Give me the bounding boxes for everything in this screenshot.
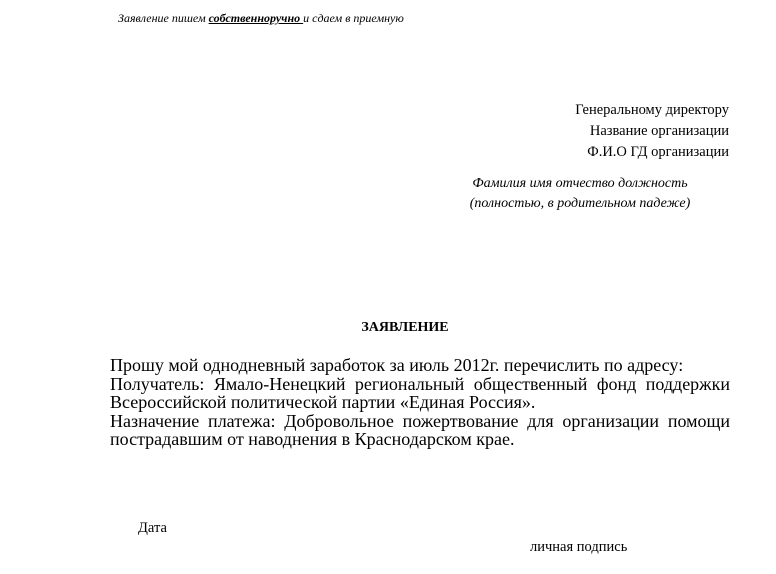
note-emphasis: собственноручно bbox=[208, 11, 304, 25]
addressee-position: Генеральному директору bbox=[575, 102, 729, 118]
sender-name: Фамилия имя отчество должность bbox=[472, 176, 688, 191]
note-prefix: Заявление пишем bbox=[118, 11, 209, 25]
instruction-note bbox=[118, 11, 404, 26]
date-label: Дата bbox=[138, 520, 167, 536]
document-title: ЗАЯВЛЕНИЕ bbox=[361, 320, 449, 335]
addressee-block bbox=[575, 100, 729, 163]
addressee-name: Ф.И.О ГД организации bbox=[587, 144, 729, 160]
body-paragraph-request: Прошу мой однодневный заработок за июль 2012г. перечислить по адресу: bbox=[110, 355, 684, 375]
signature-label: личная подпись bbox=[530, 539, 628, 555]
body-paragraph-recipient: Получатель: Ямало-Ненецкий региональный общественный фонд поддержки Всероссийской политической партии «Единая Россия». bbox=[110, 373, 730, 412]
sender-hint: (полностью, в родительном падеже) bbox=[469, 196, 691, 211]
body-paragraph-purpose: Назначение платежа: Добровольное пожертвование для организации помощи пострадавшим от наводнения в Краснодарском крае. bbox=[110, 410, 730, 449]
addressee-organization: Название организации bbox=[589, 123, 729, 139]
note-suffix: и сдаем в приемную bbox=[303, 11, 404, 25]
application-body bbox=[110, 356, 730, 449]
sender-block bbox=[430, 174, 730, 214]
